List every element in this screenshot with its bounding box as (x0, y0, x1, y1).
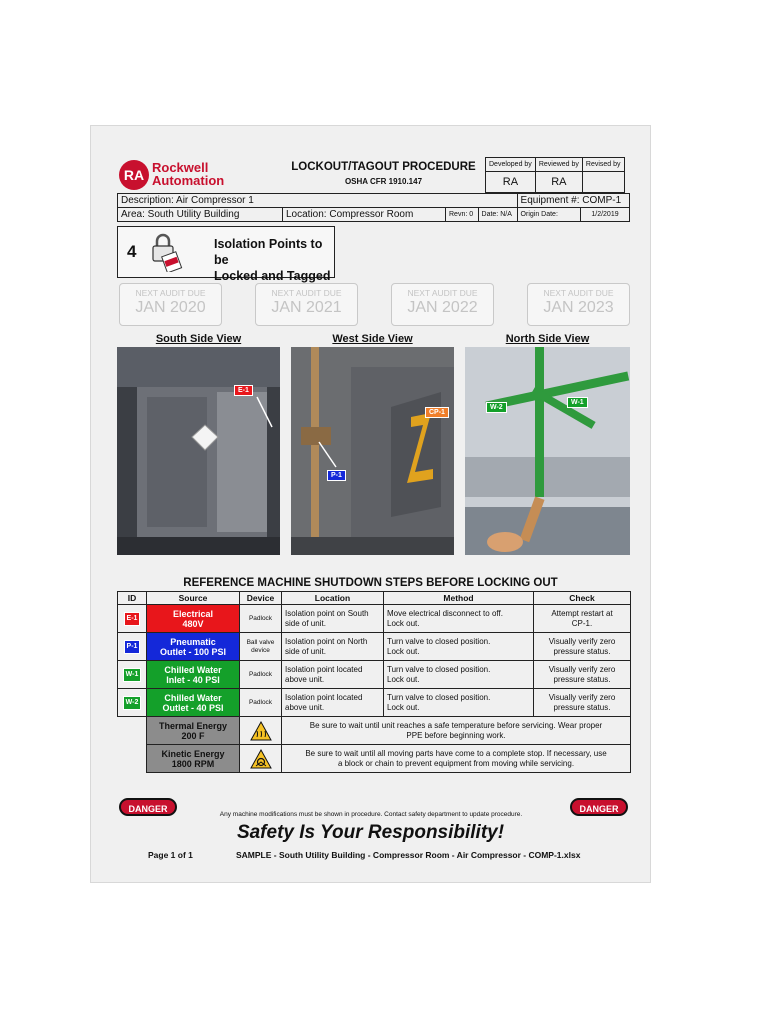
location-line: Isolation point located (285, 664, 363, 674)
source-label: Thermal Energy (158, 720, 228, 731)
audit-label: NEXT AUDIT DUE (271, 288, 342, 298)
meta-table (117, 193, 630, 222)
source-value: 1800 RPM (171, 758, 215, 769)
device: Padlock (240, 661, 282, 689)
tag-e1: E-1 (234, 385, 253, 396)
date: Date: N/A (478, 208, 517, 222)
compressor-west-illustration (291, 347, 454, 555)
brand-line-2: Automation (152, 173, 225, 188)
isolation-text-1: Isolation Points to be (214, 237, 323, 267)
ra-badge-icon: RA (119, 160, 149, 190)
brand-line-1: Rockwell (152, 160, 209, 175)
moving-parts-warning-icon (250, 749, 272, 769)
source-label: Chilled Water (164, 692, 222, 703)
method-line: Move electrical disconnect to off. (387, 608, 503, 618)
col-device: Device (240, 592, 282, 605)
isolation-count: 4 (127, 242, 137, 261)
device: Ball valve device (240, 633, 282, 661)
col-check: Check (534, 592, 631, 605)
reviewed-by: RA (535, 172, 582, 193)
kinetic-note-line: Be sure to wait until all moving parts have come to a complete stop. If necessary, use (305, 748, 607, 758)
table-row (118, 689, 631, 717)
modification-note: Any machine modifications must be shown in procedure. Contact safety department to update procedure. (219, 811, 523, 818)
audit-date: JAN 2023 (543, 299, 614, 316)
source-label: Kinetic Energy (161, 748, 225, 759)
col-location: Location (282, 592, 384, 605)
table-row (118, 633, 631, 661)
audit-label: NEXT AUDIT DUE (407, 288, 478, 298)
table-row (118, 745, 631, 773)
method-line: Turn valve to closed position. (387, 636, 491, 646)
revised-by (582, 172, 624, 193)
method-line: Lock out. (387, 646, 420, 656)
source-value: Inlet - 40 PSI (166, 674, 220, 685)
origin-date-label: Origin Date: (517, 208, 580, 222)
id-tag: P-1 (124, 640, 141, 654)
col-source: Source (147, 592, 240, 605)
rockwell-logo (119, 160, 244, 192)
check-line: Visually verify zero (548, 664, 616, 674)
source-label: Electrical (172, 608, 214, 619)
audit-date: JAN 2021 (271, 299, 342, 316)
source-value: Outlet - 40 PSI (162, 702, 224, 713)
check-line: Visually verify zero (548, 692, 616, 702)
device: Padlock (240, 605, 282, 633)
tag-w2: W-2 (486, 402, 507, 413)
isolation-points-box (117, 226, 335, 283)
method-line: Lock out. (387, 674, 420, 684)
location-line: above unit. (285, 702, 325, 712)
audit-date: JAN 2022 (407, 299, 478, 316)
kinetic-note-line: a block or chain to prevent equipment from moving while servicing. (337, 758, 575, 768)
safety-slogan: Safety Is Your Responsibility! (236, 822, 505, 843)
revised-by-label: Revised by (582, 158, 624, 172)
audit-box (527, 283, 630, 326)
audit-date: JAN 2020 (135, 299, 206, 316)
danger-badge-left: DANGER (119, 798, 177, 816)
north-view-title: North Side View (505, 333, 590, 345)
hot-surface-warning-icon (250, 721, 272, 741)
source-value: 200 F (181, 730, 205, 741)
reviewed-by-label: Reviewed by (535, 158, 582, 172)
location-line: Isolation point located (285, 692, 363, 702)
check-line: CP-1. (571, 618, 593, 628)
location-line: side of unit. (285, 646, 326, 656)
lockout-procedure-sheet (91, 126, 650, 882)
col-id: ID (118, 592, 147, 605)
method-line: Turn valve to closed position. (387, 692, 491, 702)
audit-box (119, 283, 222, 326)
location-line: side of unit. (285, 618, 326, 628)
audit-label: NEXT AUDIT DUE (135, 288, 206, 298)
procedure-title: LOCKOUT/TAGOUT PROCEDURE (291, 161, 476, 173)
source-label: Chilled Water (164, 664, 222, 675)
audit-box (255, 283, 358, 326)
file-name: SAMPLE - South Utility Building - Compressor Room - Air Compressor - COMP-1.xlsx (236, 850, 581, 860)
equipment-number: Equipment #: COMP-1 (517, 194, 629, 208)
audit-label: NEXT AUDIT DUE (543, 288, 614, 298)
developed-by-label: Developed by (486, 158, 536, 172)
thermal-note-line: PPE before beginning work. (406, 730, 506, 740)
area: Area: South Utility Building (118, 208, 283, 222)
developed-by: RA (486, 172, 536, 193)
check-line: pressure status. (553, 702, 611, 712)
location-line: Isolation point on North (285, 636, 368, 646)
revision-number: Revn: 0 (446, 208, 479, 222)
location-line: above unit. (285, 674, 325, 684)
procedure-subtitle: OSHA CFR 1910.147 (344, 177, 423, 186)
source-value: 480V (182, 618, 204, 629)
west-view-photo (291, 347, 454, 555)
west-view-title: West Side View (332, 333, 413, 345)
lock-tag-icon (149, 232, 183, 272)
table-row (118, 661, 631, 689)
method-line: Lock out. (387, 618, 420, 628)
table-row (118, 605, 631, 633)
tag-w1: W-1 (567, 397, 588, 408)
tag-cp1: CP-1 (425, 407, 449, 418)
check-line: pressure status. (553, 646, 611, 656)
compressor-south-illustration (117, 347, 280, 555)
shutdown-steps-title: REFERENCE MACHINE SHUTDOWN STEPS BEFORE LOCKING OUT (183, 577, 558, 589)
id-tag: E-1 (124, 612, 141, 626)
location: Location: Compressor Room (283, 208, 446, 222)
shutdown-steps-table (117, 591, 631, 773)
id-tag: W-2 (123, 696, 142, 710)
method-line: Lock out. (387, 702, 420, 712)
south-view-title: South Side View (155, 333, 242, 345)
isolation-text-2: Locked and Tagged (214, 269, 331, 283)
south-view-photo (117, 347, 280, 555)
north-view-photo (465, 347, 630, 555)
source-label: Pneumatic (170, 636, 216, 647)
revision-table (485, 157, 625, 193)
description: Description: Air Compressor 1 (118, 194, 518, 208)
page-number: Page 1 of 1 (148, 850, 193, 860)
method-line: Turn valve to closed position. (387, 664, 491, 674)
col-method: Method (384, 592, 534, 605)
danger-badge-right: DANGER (570, 798, 628, 816)
audit-box (391, 283, 494, 326)
source-value: Outlet - 100 PSI (159, 646, 227, 657)
tag-p1: P-1 (327, 470, 346, 481)
thermal-note-line: Be sure to wait until unit reaches a safe temperature before servicing. Wear proper (309, 720, 603, 730)
check-line: pressure status. (553, 674, 611, 684)
pipes-north-illustration (465, 347, 630, 555)
check-line: Visually verify zero (548, 636, 616, 646)
table-row (118, 717, 631, 745)
check-line: Attempt restart at (551, 608, 613, 618)
id-tag: W-1 (123, 668, 142, 682)
origin-date: 1/2/2019 (580, 208, 629, 222)
location-line: Isolation point on South (285, 608, 369, 618)
device: Padlock (240, 689, 282, 717)
